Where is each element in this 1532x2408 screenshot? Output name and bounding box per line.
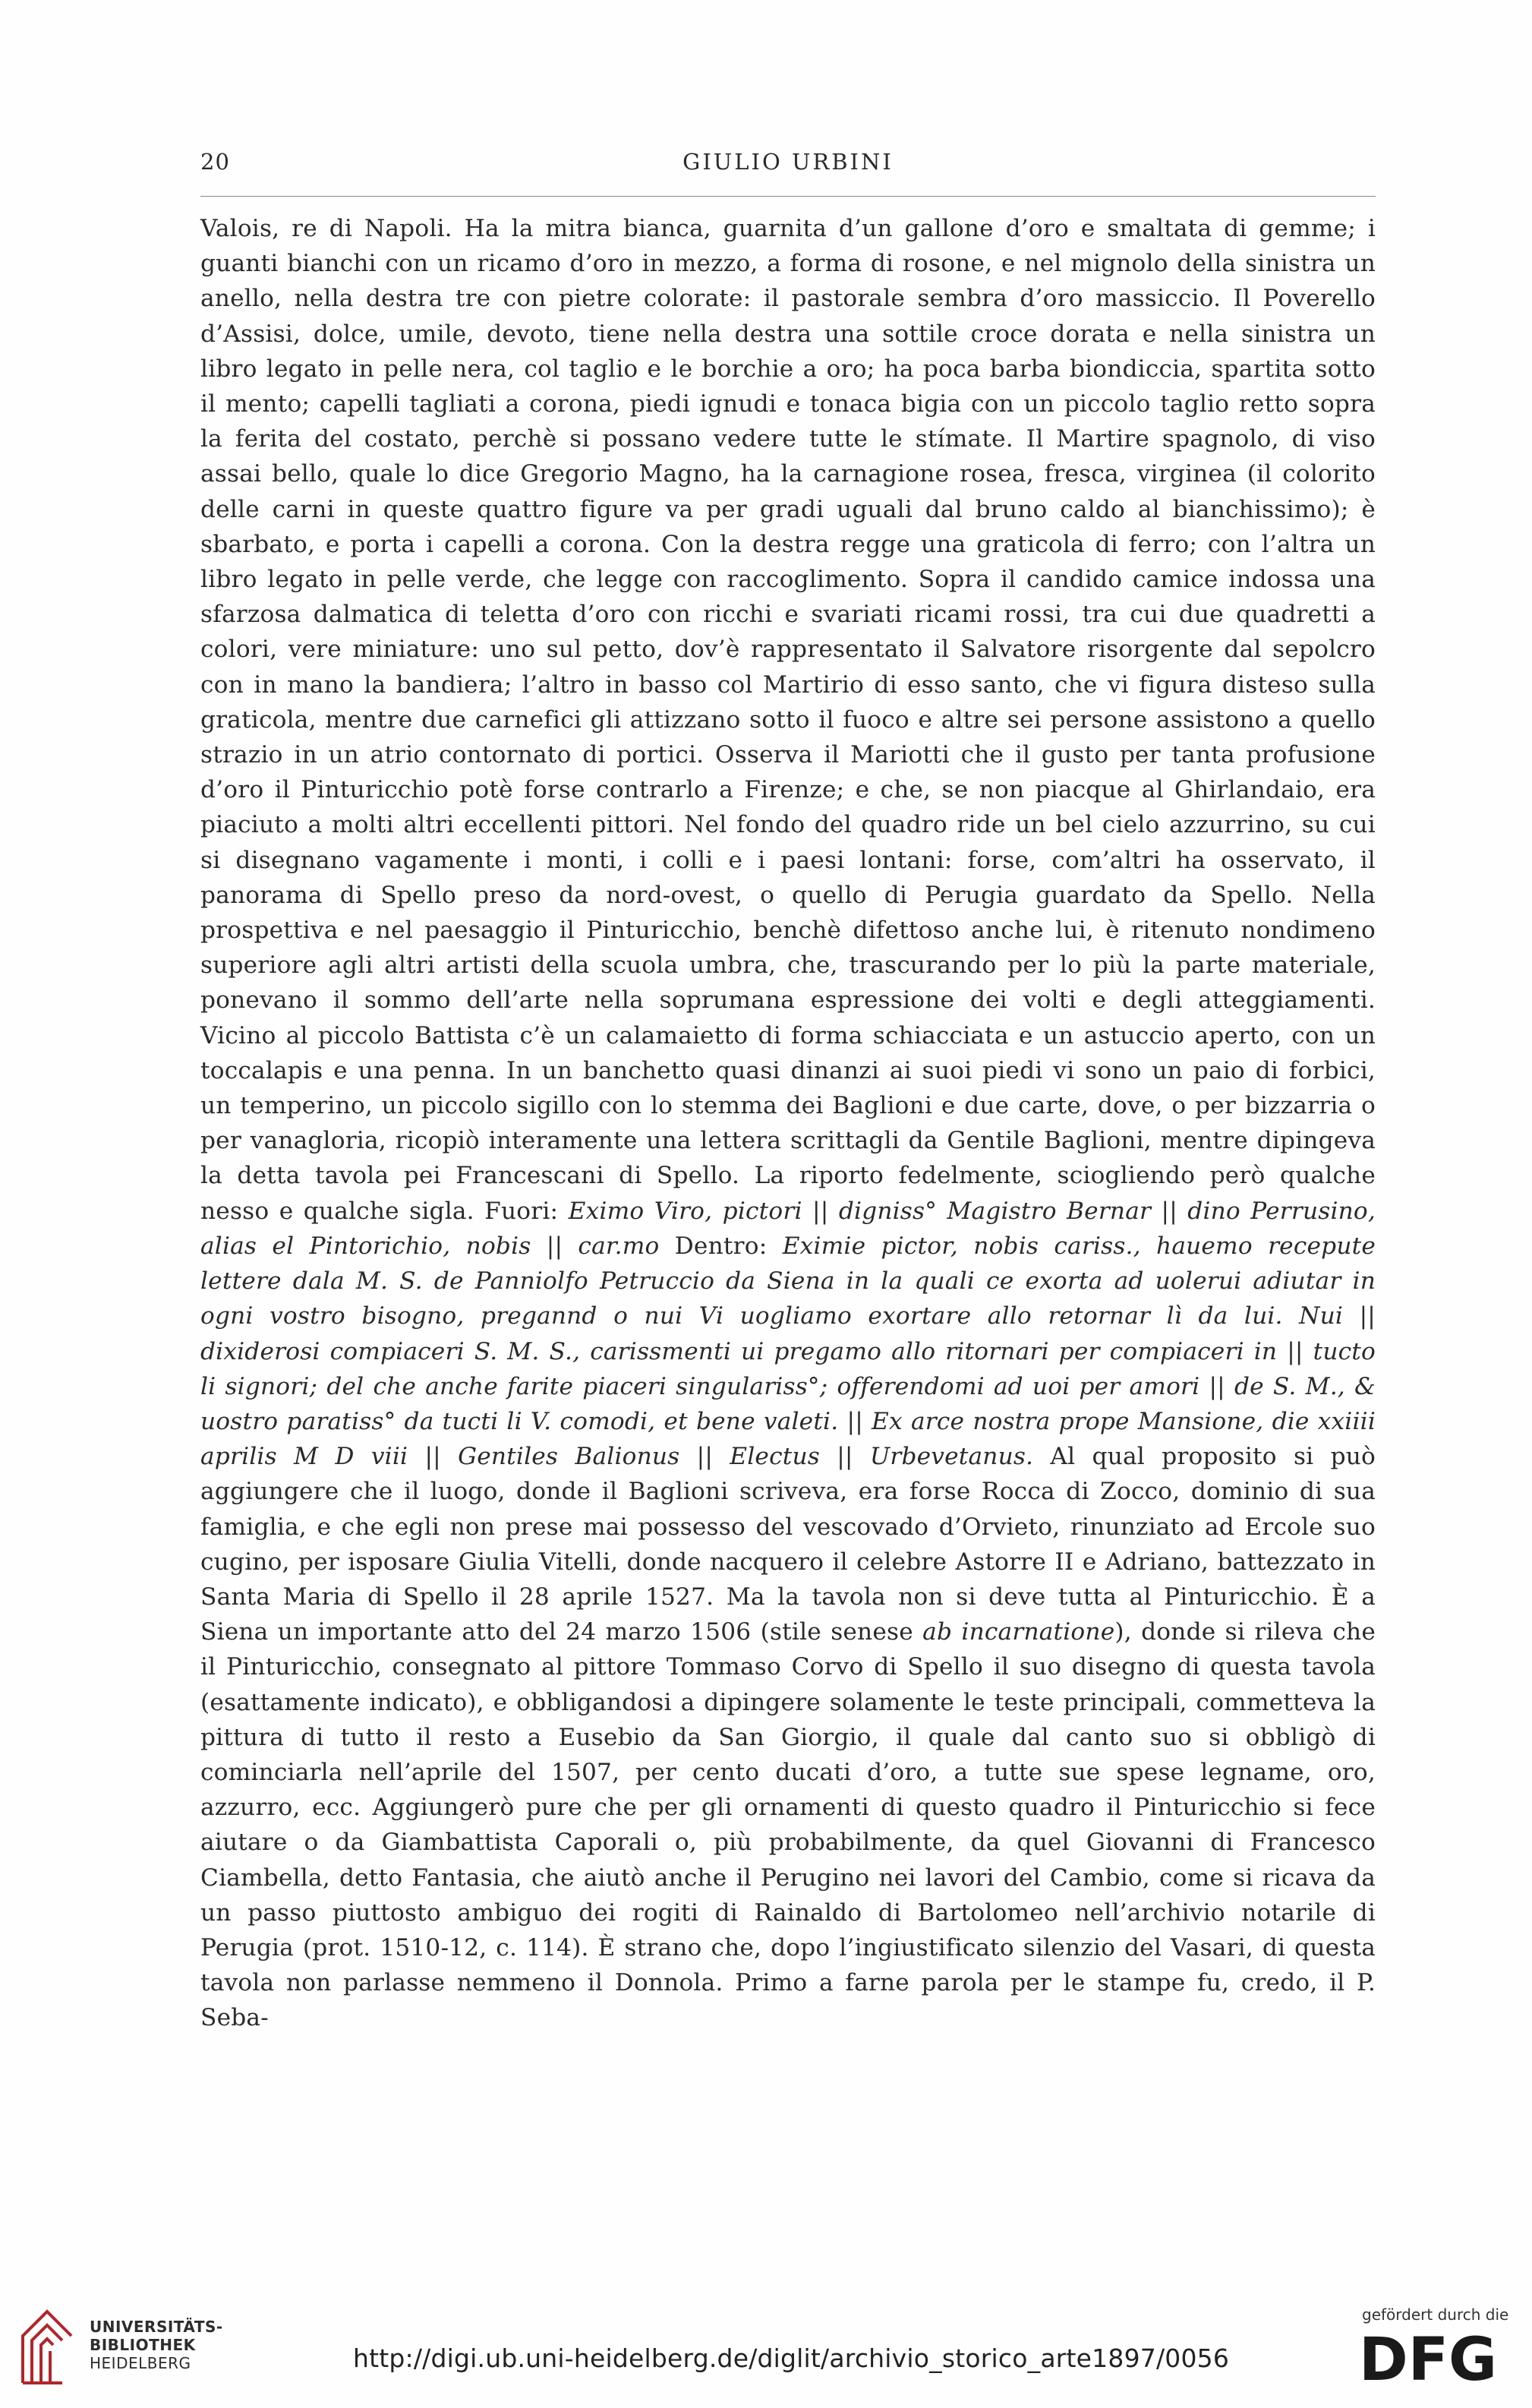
library-name [90,2318,223,2372]
body-paragraph [200,211,1376,2036]
funded-by-label: gefördert durch die [1362,2305,1509,2324]
page-number: 20 [200,149,230,175]
dfg-logo-text: DFG [1359,2327,1498,2387]
running-head: GIULIO URBINI [682,149,894,175]
page-footer [0,2286,1532,2408]
dfg-logo-icon [1356,2327,1515,2387]
italic-quotation: ab incarnatione [922,1618,1115,1646]
library-name-line3: HEIDELBERG [90,2354,191,2372]
body-text-run: Valois, re di Napoli. Ha la mitra bianca, guarnita d’un gallone d’oro e smaltata di gemme; i guanti bianchi con un ricamo d’oro in mezzo, a forma di rosone, e nel mignolo della sinistra un anello, nella destra tre con pietre colorate: il pastorale sembra d’oro massiccio. Il Poverello d’Assisi, dolce, umile, devoto, tiene nella destra una sottile croce dorata e nella sinistra un libro legato in pelle nera, col taglio e le borchie a oro; ha poca barba biondiccia, spartita sotto il mento; capelli tagliati a corona, piedi ignudi e tonaca bigia con un piccolo taglio retto sopra la ferita del costato, perchè si possano vedere tutte le stímate. Il Martire spagnolo, di viso assai bello, quale lo dice Gregorio Magno, ha la carnagione rosea, fresca, virginea (il colorito delle carni in queste quattro figure va per gradi uguali dal bruno caldo al bianchissimo); è sbarbato, e porta i capelli a corona. Con la destra regge una graticola di ferro; con l’altra un libro legato in pelle verde, che legge con raccoglimento. Sopra il candido camice indossa una sfarzosa dalmatica di teletta d’oro con ricchi e svariati ricami rossi, tra cui due quadretti a colori, vere miniature: uno sul petto, dov’è rappresentato il Salvatore risorgente dal sepolcro con in mano la bandiera; l’altro in basso col Martirio di esso santo, che vi figura disteso sulla graticola, mentre due carnefici gli attizzano sotto il fuoco e altre sei persone assistono a quello strazio in un atrio contornato di portici. Osserva il Mariotti che il gusto per tanta profusione d’oro il Pinturicchio potè forse contrarlo a Firenze; e che, se non piacque al Ghirlandaio, era piaciuto a molti altri eccellenti pittori. Nel fondo del quadro ride un bel cielo azzurrino, su cui si disegnano vagamente i monti, i colli e i paesi lontani: forse, com’altri ha osservato, il panorama di Spello preso da nord-ovest, o quello di Perugia guardato da Spello. Nella prospettiva e nel paesaggio il Pinturicchio, benchè difettoso anche lui, è ritenuto nondimeno superiore agli altri artisti della scuola umbra, che, trascurando per lo più la parte materiale, ponevano il sommo dell’arte nella soprumana espressione dei volti e degli atteggiamenti. Vicino al piccolo Battista c’è un calamaietto di forma schiacciata e un astuccio aperto, con un toccalapis e una penna. In un banchetto quasi dinanzi ai suoi piedi vi sono un paio di forbici, un temperino, un piccolo sigillo con lo stemma dei Baglioni e due carte, dove, o per bizzarria o per vanagloria, ricopiò interamente una lettera scrittagli da Gentile Baglioni, mentre dipingeva la detta tavola pei Francescani di Spello. La riporto fedelmente, sciogliendo però qualche nesso e qualche sigla. Fuori: [200,215,1376,1225]
library-name-line2: BIBLIOTHEK [90,2336,196,2354]
body-text-run: ), donde si rileva che il Pinturicchio, consegnato al pittore Tommaso Corvo di Spello il suo disegno di questa tavola (esattamente indicato), e obbligandosi a dipingere solamente le teste principali, commetteva la pittura di tutto il resto a Eusebio da San Giorgio, il quale dal canto suo si obbligò di cominciarla nell’aprile del 1507, per cento ducati d’oro, a tutte sue spese legname, oro, azzurro, ecc. Aggiungerò pure che per gli ornamenti di questo quadro il Pinturicchio si fece aiutare o da Giambattista Caporali o, più probabilmente, da quel Giovanni di Francesco Ciambella, detto Fantasia, che aiutò anche il Perugino nei lavori del Cambio, come si ricava da un passo piuttosto ambiguo dei rogiti di Rainaldo di Bartolomeo nell’archivio notarile di Perugia (prot. 1510-12, c. 114). È strano che, dopo l’ingiustificato silenzio del Vasari, di questa tavola non parlasse nemmeno il Donnola. Primo a farne parola per le stampe fu, credo, il P. Seba- [200,1618,1376,2032]
header-rule [200,196,1376,197]
body-text-run: Dentro: [659,1232,783,1260]
university-library-logo-icon [17,2298,82,2389]
body-text-run: Al qual proposito si può aggiungere che il luogo, donde il Baglioni scriveva, era forse Rocca di Zocco, dominio di sua famiglia, e che egli non prese mai possesso del vescovado d’Orvieto, rinunziato ad Ercole suo cugino, per isposare Giulia Vitelli, donde nacquero il celebre Astorre II e Adriano, battezzato in Santa Maria di Spello il 28 aprile 1527. Ma la tavola non si deve tutta al Pinturicchio. È a Siena un importante atto del 24 marzo 1506 (stile senese [200,1443,1376,1646]
page-header [200,149,1376,179]
library-name-line1: UNIVERSITÄTS- [90,2318,223,2336]
italic-quotation: Eximie pictor, nobis cariss., hauemo recepute lettere dala M. S. de Panniolfo Petruccio da Siena in la quali ce exorta ad uolerui adiutar in ogni vostro bisogno, pregannd o nui Vi uogliamo exortare allo retornar lì da lui. Nui || dixiderosi compiaceri S. M. S., carissmenti ui pregamo allo ritornari per compiaceri in || tucto li signori; del che anche farite piaceri singulariss°; offerendomi ad uoi per amori || de S. M., & uostro paratiss° da tucti li V. comodi, et bene valeti. || Ex arce nostra prope Mansione, die xxiiii aprilis M D viii || Gentiles Balionus || Electus || Urbevetanus. [200,1232,1376,1471]
permalink-url[interactable]: http://digi.ub.uni-heidelberg.de/diglit/archivio_storico_arte1897/0056 [353,2343,1230,2373]
italic-quotation: Eximo Viro, pictori || digniss° Magistro Bernar || dino Perrusino, alias el Pintorichio, nobis || car.mo [200,1197,1376,1260]
